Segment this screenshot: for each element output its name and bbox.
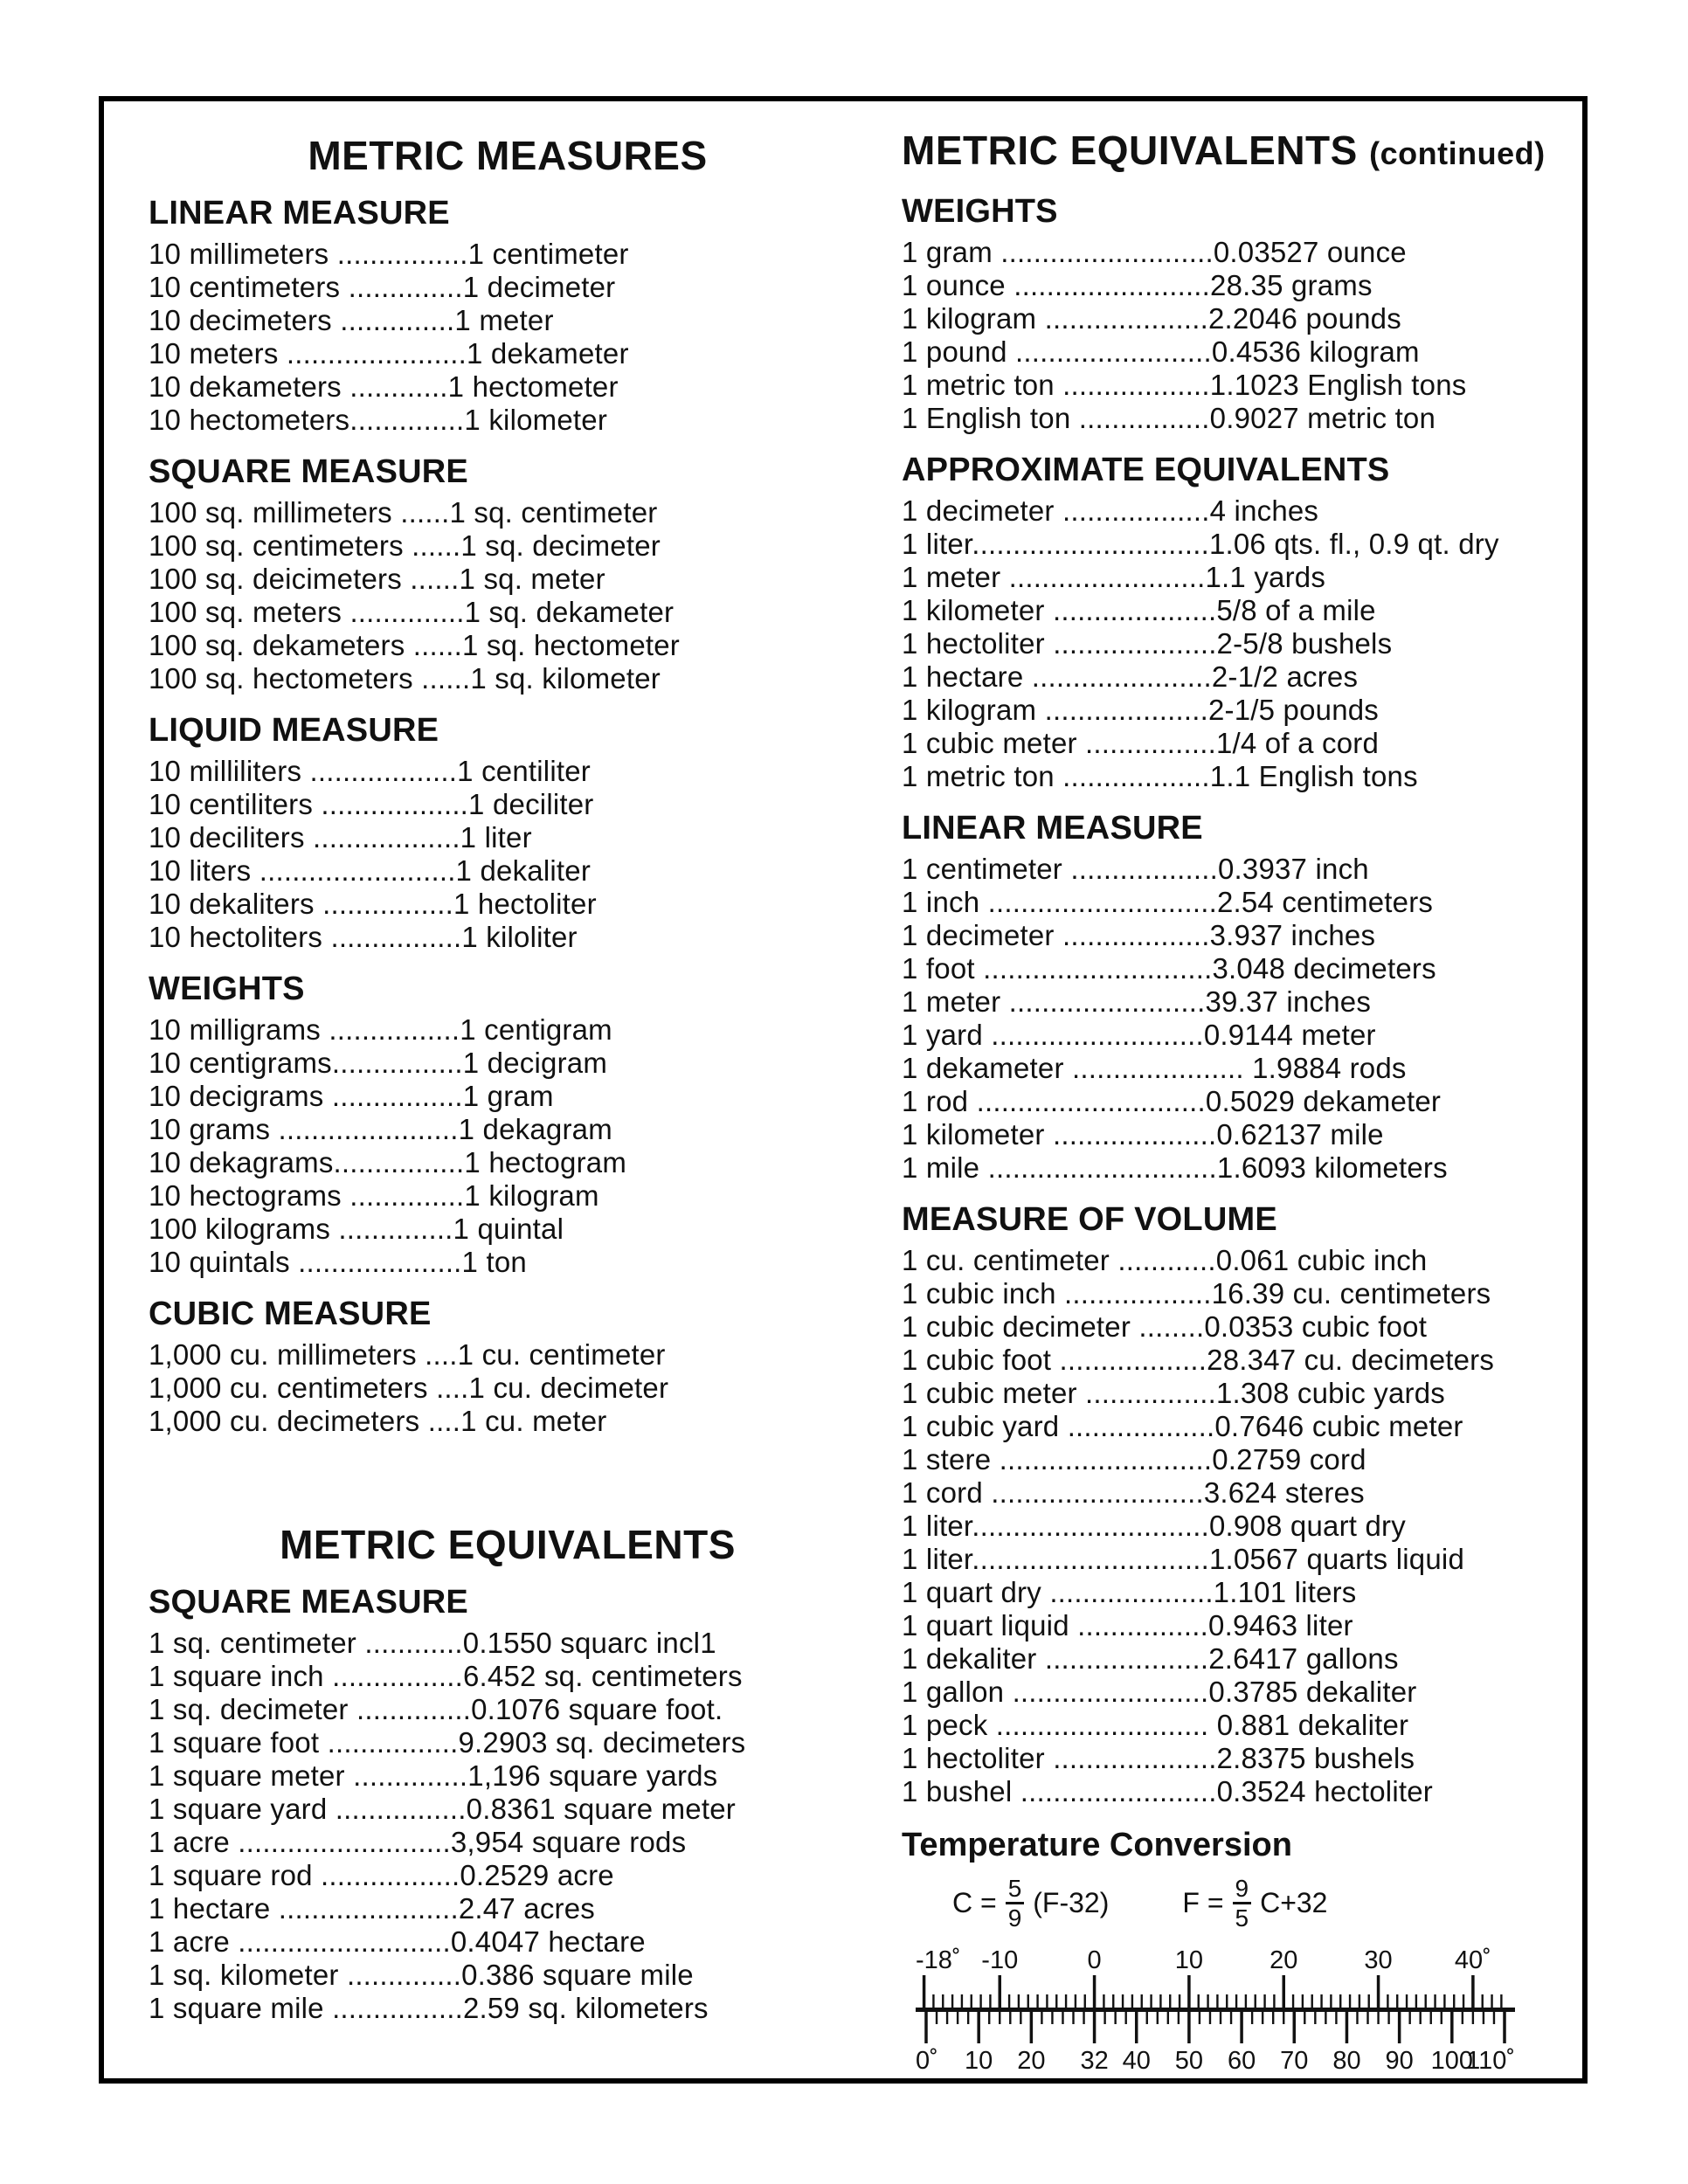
measure-line: 1 square meter ..............1,196 square yards <box>149 1759 718 1792</box>
section-approximate-equivalents <box>902 451 1574 793</box>
celsius-label: -18˚ <box>916 1947 961 1974</box>
measure-line: 1 foot ............................3.048 decimeters <box>902 952 1436 985</box>
section-square-measure <box>149 1583 867 2025</box>
measure-line: 10 hectometers..............1 kilometer <box>149 404 608 436</box>
section-liquid-measure <box>149 711 867 954</box>
measure-line: 10 dekameters ............1 hectometer <box>149 370 619 403</box>
measure-line: 1 liter.............................1.0567 quarts liquid <box>902 1543 1465 1575</box>
measure-line: 1 cubic yard ..................0.7646 cubic meter <box>902 1410 1463 1442</box>
measure-line: 10 dekaliters ................1 hectoliter <box>149 888 597 920</box>
measure-line: 1 metric ton ..................1.1023 English tons <box>902 369 1467 401</box>
measure-line: 1 cubic inch ..................16.39 cu. centimeters <box>902 1277 1491 1310</box>
measure-line: 1 hectoliter ....................2.8375 bushels <box>902 1742 1415 1774</box>
measure-line: 1 peck .......................... 0.881 dekaliter <box>902 1709 1409 1741</box>
measure-line: 10 hectograms ..............1 kilogram <box>149 1179 599 1212</box>
measure-line: 10 liters ........................1 dekaliter <box>149 854 591 887</box>
measure-line: 1 kilometer ....................5/8 of a mile <box>902 594 1376 626</box>
fahrenheit-label: 50 <box>1174 2047 1204 2071</box>
fahrenheit-label: 0˚ <box>916 2047 938 2071</box>
measure-line: 1 sq. kilometer ..............0.386 square mile <box>149 1959 694 1991</box>
temperature-heading: Temperature Conversion <box>902 1827 1292 1863</box>
temperature-formulas <box>952 1875 1574 1932</box>
section-weights <box>902 192 1574 435</box>
section-square-measure <box>149 453 867 695</box>
fraction-numerator: 5 <box>1006 1875 1025 1904</box>
measure-line: 1 cubic meter ................1/4 of a cord <box>902 727 1379 759</box>
left-sections <box>149 194 867 1438</box>
measure-line: 1 pound ........................0.4536 kilogram <box>902 335 1420 368</box>
right-column <box>902 101 1582 2078</box>
measure-line: 100 sq. hectometers ......1 sq. kilometer <box>149 662 661 695</box>
section-measure-of-volume <box>902 1200 1574 1808</box>
measure-line: 1 cord ..........................3.624 steres <box>902 1476 1365 1509</box>
fahrenheit-label: 70 <box>1280 2047 1309 2071</box>
left-column <box>104 101 902 2078</box>
measure-line: 10 deciliters ..................1 liter <box>149 821 532 854</box>
card-border <box>99 96 1588 2084</box>
conversion-formula <box>952 1875 1109 1932</box>
measure-line: 100 sq. centimeters ......1 sq. decimeter <box>149 529 661 562</box>
measure-line: 100 sq. meters ..............1 sq. dekameter <box>149 596 675 628</box>
measure-line: 1 decimeter ..................4 inches <box>902 494 1319 527</box>
measure-line: 1 rod ............................0.5029 dekameter <box>902 1085 1442 1117</box>
fahrenheit-label: 100 <box>1430 2047 1474 2071</box>
metric-equivalents-title: METRIC EQUIVALENTS <box>280 1522 736 1567</box>
measure-line: 1 quart dry ....................1.101 liters <box>902 1576 1357 1608</box>
section-heading: LINEAR MEASURE <box>149 195 450 232</box>
metric-measures-title: METRIC MEASURES <box>308 133 708 178</box>
metric-equivalents-continued-title <box>902 128 1574 176</box>
formula-rhs: C+32 <box>1260 1887 1328 1918</box>
measure-line: 1 stere ..........................0.2759 cord <box>902 1443 1366 1476</box>
temperature-scale-wrap <box>914 1947 1574 2076</box>
measure-line: 1 decimeter ..................3.937 inches <box>902 919 1376 951</box>
measure-line: 1 centimeter ..................0.3937 inch <box>902 853 1369 885</box>
measure-line: 1 meter ........................39.37 inches <box>902 985 1372 1018</box>
measure-line: 1 square foot ................9.2903 sq. decimeters <box>149 1726 746 1759</box>
fraction-denominator: 9 <box>1007 1904 1022 1932</box>
measure-line: 1 sq. decimeter ..............0.1076 square foot. <box>149 1693 723 1725</box>
fahrenheit-label: 110˚ <box>1466 2047 1515 2071</box>
measure-line: 1 liter.............................0.908 quart dry <box>902 1510 1406 1542</box>
section-heading: CUBIC MEASURE <box>149 1296 432 1332</box>
measure-line: 1 liter.............................1.06 qts. fl., 0.9 qt. dry <box>902 528 1499 560</box>
fahrenheit-label: 32 <box>1080 2047 1109 2071</box>
measure-line: 1 metric ton ..................1.1 English tons <box>902 760 1418 792</box>
section-linear-measure <box>902 809 1574 1185</box>
measure-line: 1 acre ..........................0.4047 hectare <box>149 1925 646 1958</box>
measure-line: 1 yard ..........................0.9144 meter <box>902 1019 1376 1051</box>
measure-line: 1 bushel ........................0.3524 hectoliter <box>902 1775 1433 1807</box>
fraction <box>1233 1875 1252 1932</box>
measure-line: 1,000 cu. decimeters ....1 cu. meter <box>149 1405 607 1437</box>
fraction <box>1006 1875 1025 1932</box>
section-heading: WEIGHTS <box>149 971 305 1007</box>
measure-line: 1,000 cu. centimeters ....1 cu. decimeter <box>149 1372 669 1404</box>
measure-line: 1 hectare ......................2.47 acres <box>149 1892 595 1925</box>
title-main: METRIC EQUIVALENTS <box>902 128 1358 173</box>
temperature-scale-ruler <box>914 1947 1517 2071</box>
measure-line: 1 square rod .................0.2529 acre <box>149 1859 614 1891</box>
measure-line: 10 milliliters ..................1 centiliter <box>149 755 591 787</box>
section-weights <box>149 970 867 1279</box>
measure-line: 1 hectare ......................2-1/2 acres <box>902 660 1359 693</box>
formula-lhs: F = <box>1182 1887 1224 1918</box>
measure-line: 100 kilograms ..............1 quintal <box>149 1213 564 1245</box>
celsius-label: 0 <box>1087 1947 1102 1974</box>
fraction-numerator: 9 <box>1233 1875 1252 1904</box>
measure-line: 1 cubic meter ................1.308 cubic yards <box>902 1377 1445 1409</box>
measure-line: 1 quart liquid ................0.9463 liter <box>902 1609 1353 1641</box>
measure-line: 100 sq. dekameters ......1 sq. hectometer <box>149 629 681 661</box>
celsius-label: 40˚ <box>1454 1947 1491 1974</box>
measure-line: 1 square yard ................0.8361 square meter <box>149 1793 736 1825</box>
measure-line: 1 meter ........................1.1 yards <box>902 561 1326 593</box>
section-heading: WEIGHTS <box>902 193 1058 230</box>
measure-line: 10 millimeters ................1 centimeter <box>149 238 629 270</box>
fahrenheit-label: 80 <box>1332 2047 1361 2071</box>
fahrenheit-label: 40 <box>1122 2047 1151 2071</box>
measure-line: 1 kilogram ....................2-1/5 pounds <box>902 694 1380 726</box>
measure-line: 1 ounce ........................28.35 grams <box>902 269 1373 301</box>
measure-line: 1 kilometer ....................0.62137 mile <box>902 1118 1384 1151</box>
measure-line: 1 inch ............................2.54 centimeters <box>902 886 1434 918</box>
measure-line: 1 gram ..........................0.03527 ounce <box>902 236 1407 268</box>
measure-line: 1 hectoliter ....................2-5/8 bushels <box>902 627 1393 660</box>
measure-line: 1 dekaliter ....................2.6417 gallons <box>902 1642 1399 1675</box>
formula-rhs: (F-32) <box>1033 1887 1110 1918</box>
measure-line: 10 hectoliters ................1 kiloliter <box>149 921 578 953</box>
fahrenheit-label: 20 <box>1017 2047 1046 2071</box>
measure-line: 1 mile ............................1.6093 kilometers <box>902 1151 1448 1184</box>
celsius-label: 20 <box>1269 1947 1298 1974</box>
measure-line: 100 sq. millimeters ......1 sq. centimeter <box>149 496 658 529</box>
section-linear-measure <box>149 194 867 437</box>
left-sections-2 <box>149 1583 867 2025</box>
measure-line: 10 centiliters ..................1 deciliter <box>149 788 594 820</box>
right-sections <box>902 192 1574 1808</box>
measure-line: 10 centimeters ..............1 decimeter <box>149 271 616 303</box>
measure-line: 10 decigrams ................1 gram <box>149 1080 554 1112</box>
measure-line: 10 milligrams ................1 centigram <box>149 1013 612 1046</box>
measure-line: 1 cu. centimeter ............0.061 cubic inch <box>902 1244 1428 1276</box>
measure-line: 1 sq. centimeter ............0.1550 squarc incl1 <box>149 1627 716 1659</box>
measure-line: 1 acre ..........................3,954 square rods <box>149 1826 687 1858</box>
measure-line: 10 decimeters ..............1 meter <box>149 304 554 336</box>
measure-line: 1 square mile ................2.59 sq. kilometers <box>149 1992 709 2024</box>
measure-line: 1 dekameter ..................... 1.9884 rods <box>902 1052 1407 1084</box>
measure-line: 1 cubic foot ..................28.347 cu. decimeters <box>902 1344 1495 1376</box>
fraction-denominator: 5 <box>1235 1904 1249 1932</box>
fahrenheit-label: 10 <box>965 2047 993 2071</box>
section-heading: LINEAR MEASURE <box>902 810 1203 847</box>
section-heading: APPROXIMATE EQUIVALENTS <box>902 452 1390 488</box>
measure-line: 1 gallon ........................0.3785 dekaliter <box>902 1676 1417 1708</box>
measure-line: 1 square inch ................6.452 sq. centimeters <box>149 1660 743 1692</box>
section-cubic-measure <box>149 1295 867 1438</box>
section-heading: MEASURE OF VOLUME <box>902 1201 1277 1238</box>
measure-line: 1 English ton ................0.9027 metric ton <box>902 402 1436 434</box>
section-heading: SQUARE MEASURE <box>149 453 468 490</box>
measure-line: 10 dekagrams................1 hectogram <box>149 1146 627 1178</box>
fahrenheit-label: 90 <box>1385 2047 1414 2071</box>
celsius-label: 10 <box>1174 1947 1204 1974</box>
temperature-conversion-block <box>902 1826 1574 2076</box>
measure-line: 10 centigrams................1 decigram <box>149 1047 608 1079</box>
fahrenheit-label: 60 <box>1227 2047 1256 2071</box>
measure-line: 1 cubic decimeter ........0.0353 cubic foot <box>902 1310 1428 1343</box>
celsius-label: 30 <box>1364 1947 1393 1974</box>
measure-line: 100 sq. deicimeters ......1 sq. meter <box>149 563 605 595</box>
conversion-formula <box>1182 1875 1327 1932</box>
section-heading: LIQUID MEASURE <box>149 712 439 749</box>
measure-line: 10 grams ......................1 dekagram <box>149 1113 612 1145</box>
measure-line: 10 meters ......................1 dekameter <box>149 337 629 370</box>
measure-line: 10 quintals ....................1 ton <box>149 1246 527 1278</box>
continued-label: (continued) <box>1369 135 1546 171</box>
measure-line: 1,000 cu. millimeters ....1 cu. centimeter <box>149 1338 666 1371</box>
section-heading: SQUARE MEASURE <box>149 1584 468 1621</box>
celsius-label: -10 <box>981 1947 1019 1974</box>
measure-line: 1 kilogram ....................2.2046 pounds <box>902 302 1401 335</box>
formula-lhs: C = <box>952 1887 997 1918</box>
